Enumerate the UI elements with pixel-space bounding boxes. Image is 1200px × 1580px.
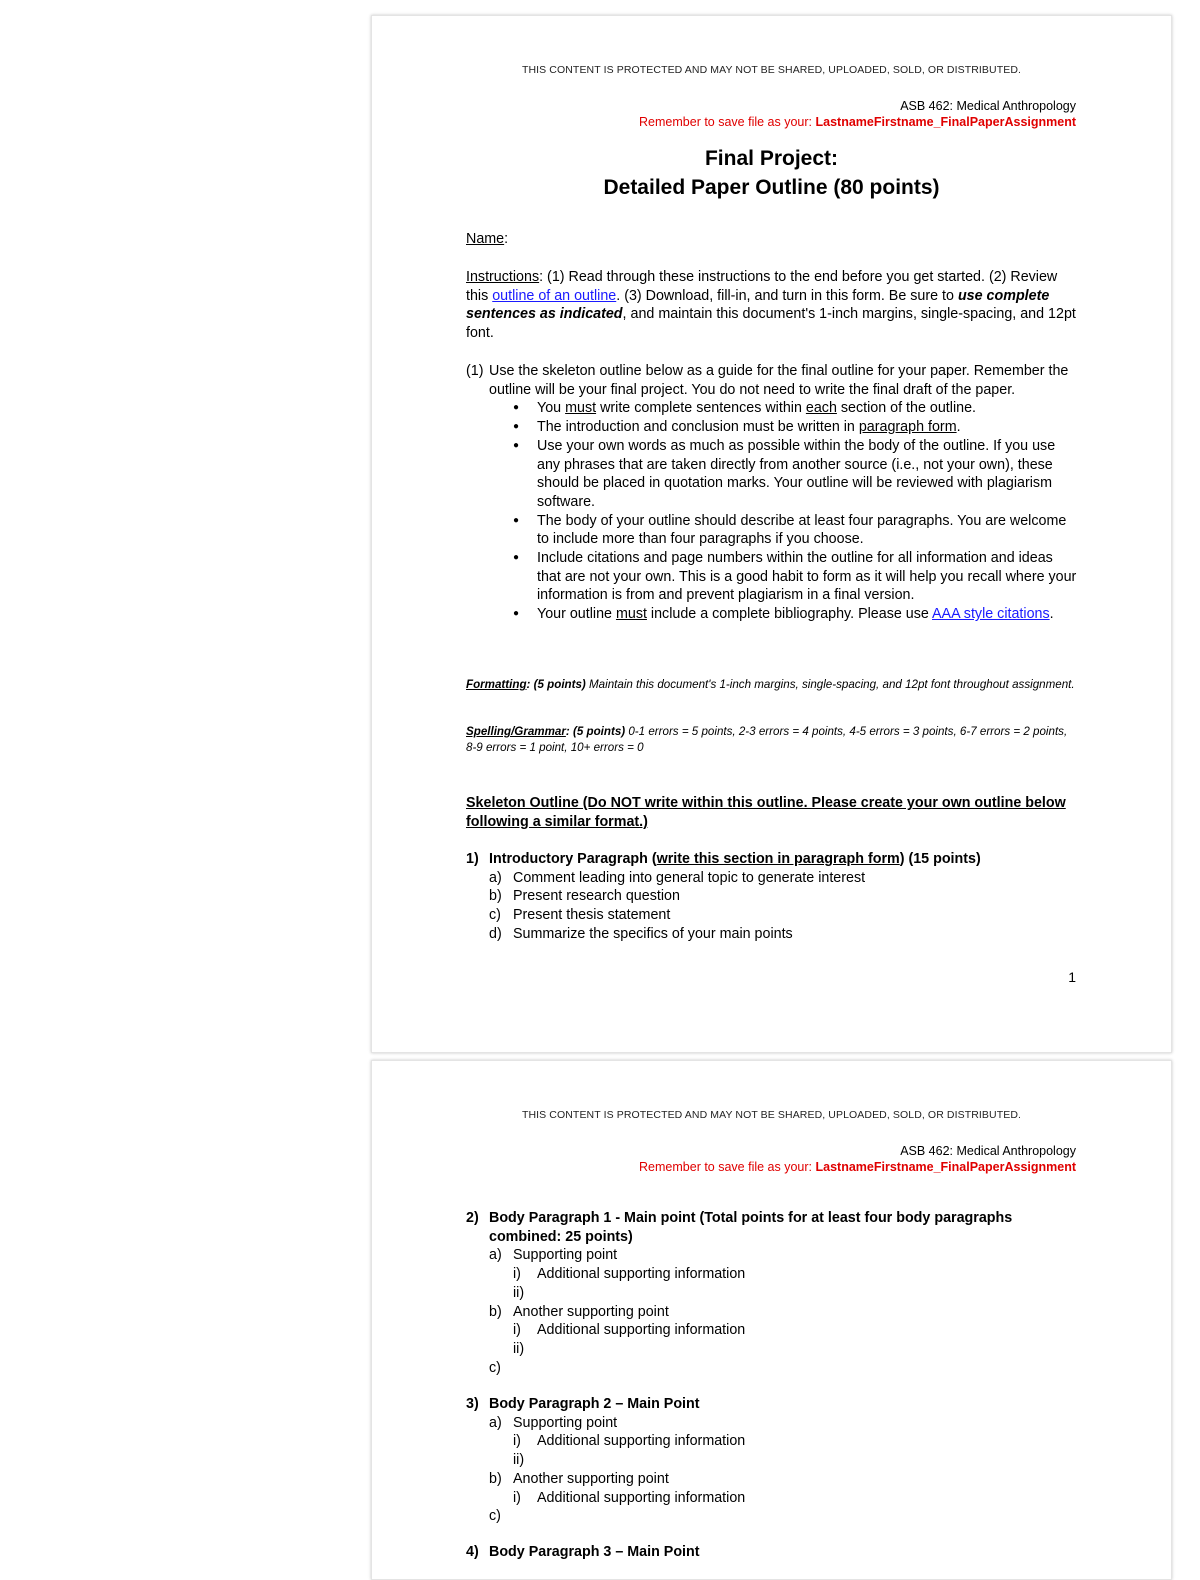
- instructions-paragraph: Instructions: (1) Read through these instructions to the end before you get started. (2) Review this outline of an outline. (3) Download, fill-in, and turn in this form. Be sure to use complete sentences as indicated, and maintain this document's 1-inch margins, single-spacing, and 12pt font.: [466, 269, 1076, 342]
- list-item: c): [489, 1359, 501, 1376]
- course-header: [639, 98, 1076, 130]
- list-item: i) Additional supporting information: [513, 1489, 746, 1506]
- instructions-label: Instructions: [466, 269, 540, 285]
- list-item: a) Supporting point: [489, 1247, 618, 1264]
- list-item: a) Supporting point: [489, 1414, 618, 1431]
- spelling-grammar-rubric: Spelling/Grammar: (5 points) 0-1 errors = 5 points, 2-3 errors = 4 points, 4-5 errors = 3 points, 6-7 errors = 2 points, 8-9 errors = 1 point, 10+ errors = 0: [466, 725, 1068, 754]
- protection-notice: THIS CONTENT IS PROTECTED AND MAY NOT BE SHARED, UPLOADED, SOLD, OR DISTRIBUTED.: [521, 64, 1022, 76]
- outline-section-body-1: [466, 1209, 1078, 1377]
- list-item: ● Your outline must include a complete bibliography. Please use AAA style citations.: [537, 605, 1078, 624]
- list-item: b) Another supporting point: [489, 1470, 669, 1487]
- document-page-2: [371, 1060, 1172, 1580]
- course-name: ASB 462: Medical Anthropology: [900, 99, 1076, 113]
- list-item: b) Present research question: [489, 888, 680, 905]
- body-1-heading: 2) Body Paragraph 1 - Main point (Total points for at least four body paragraphs combined: 25 points): [466, 1210, 1013, 1245]
- outline-section-intro: [466, 850, 1078, 944]
- list-item: c) Present thesis statement: [489, 907, 671, 924]
- list-item: i) Additional supporting information: [513, 1266, 746, 1283]
- list-item: i) Additional supporting information: [513, 1322, 746, 1339]
- page-number: 1: [1068, 969, 1076, 985]
- list-item: ii): [513, 1452, 525, 1469]
- outline-of-an-outline-link[interactable]: outline of an outline: [492, 287, 617, 304]
- list-item: ● Use your own words as much as possible within the body of the outline. If you use any phrases that are taken directly from another source (i.e., not your own), these should be placed in quotation marks. Your outline will be reviewed with plagiarism software.: [537, 437, 1078, 512]
- page-title: Final Project: Detailed Paper Outline (80 points): [603, 147, 940, 199]
- document-page-1: [371, 15, 1172, 1053]
- list-item: ii): [513, 1284, 525, 1301]
- list-item: b) Another supporting point: [489, 1303, 669, 1320]
- list-item: ii): [513, 1340, 525, 1357]
- spelling-label: Spelling/Grammar: [466, 725, 566, 738]
- list-item: ● Include citations and page numbers within the outline for all information and ideas that are not your own. This is a good habit to form as it will help you recall where your information is from and prevent plagiarism in a final version.: [537, 549, 1078, 605]
- formatting-rubric: Formatting: (5 points) Maintain this document's 1-inch margins, single-spacing, and 12pt font throughout assignment.: [466, 678, 1075, 691]
- course-name: ASB 462: Medical Anthropology: [900, 1144, 1076, 1158]
- course-header: [639, 1143, 1076, 1175]
- save-reminder: Remember to save file as your: LastnameFirstname_FinalPaperAssignment: [639, 115, 1076, 129]
- list-item: ● The body of your outline should describe at least four paragraphs. You are welcome to include more than four paragraphs if you choose.: [537, 512, 1078, 549]
- name-field: Name:: [466, 231, 509, 247]
- step-1: [466, 362, 1078, 624]
- save-reminder: Remember to save file as your: LastnameFirstname_FinalPaperAssignment: [639, 1160, 1076, 1174]
- formatting-label: Formatting: [466, 678, 527, 691]
- emphasis-complete-sentences: use complete sentences as indicated: [466, 287, 1050, 323]
- skeleton-outline-heading: Skeleton Outline (Do NOT write within this outline. Please create your own outline below following a similar format.): [466, 795, 1066, 830]
- aaa-style-citations-link[interactable]: AAA style citations: [932, 606, 1050, 623]
- list-item: ● You must write complete sentences within each section of the outline.: [537, 399, 1078, 418]
- name-label: Name: [466, 231, 505, 247]
- list-item: ● The introduction and conclusion must be written in paragraph form.: [537, 418, 1078, 437]
- body-2-heading: 3) Body Paragraph 2 – Main Point: [466, 1396, 700, 1412]
- requirements-list: [466, 399, 1078, 623]
- list-item: d) Summarize the specifics of your main points: [489, 925, 793, 942]
- outline-section-body-2: [466, 1395, 1078, 1526]
- outline-section-body-3: [466, 1543, 1078, 1562]
- list-item: i) Additional supporting information: [513, 1433, 746, 1450]
- list-item: c): [489, 1508, 501, 1525]
- step-1-text: Use the skeleton outline below as a guide for the final outline for your paper. Remember the outline will be your final project. You do not need to write the final draft of the paper.: [489, 363, 1069, 398]
- list-item: a) Comment leading into general topic to generate interest: [489, 869, 866, 886]
- step-1-number: (1): [466, 363, 484, 379]
- save-filename: LastnameFirstname_FinalPaperAssignment: [815, 1160, 1076, 1174]
- body-3-heading: 4) Body Paragraph 3 – Main Point: [466, 1544, 700, 1560]
- intro-heading: 1) Introductory Paragraph (write this section in paragraph form) (15 points): [466, 851, 981, 867]
- save-filename: LastnameFirstname_FinalPaperAssignment: [815, 115, 1076, 129]
- protection-notice: THIS CONTENT IS PROTECTED AND MAY NOT BE SHARED, UPLOADED, SOLD, OR DISTRIBUTED.: [521, 1109, 1022, 1121]
